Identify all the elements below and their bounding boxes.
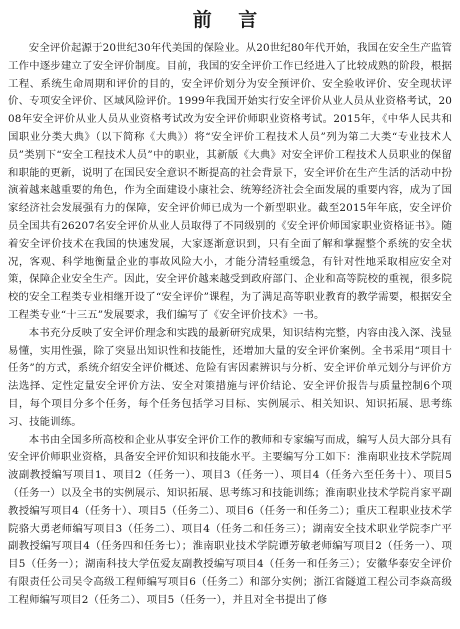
paragraph-content: 本书充分反映了安全评价理念和实践的最新研究成果，知识结构完整，内容由浅入深、浅显易懂，实用性强，除了突显出知识性和技能性，还增加大量的安全评价案例。全书采用“项目十任务”的方式，系统介绍安全评价概述、危险有害因素辨识与分析、安全评价单元划分与评价方法选择、定性定量安全评价方法、安全对策措施与评价结论、安全评价报告与质量控制6个项目，每个项目分多个任务，每个任务包括学习目标、实例展示、相关知识、知识拓展、思考练习、技能训练。 — [8, 326, 452, 428]
paragraph-intro: 安全评价起源于20世纪30年代美国的保险业。从20世纪80年代开始，我国在安全生产监管工作中逐步建立了安全评价制度。目前，我国的安全评价工作已经进入了比较成熟的阶段，根据工程、系统生命周期和评价的目的，安全评价划分为安全预评价、安全验收评价、安全现状评价、专项安全评价、区域风险评价。1999年我国开始实行安全评价从业人员从业资格考试，2008年安全评价从业人员从业资格考试改为安全评价师职业资格考试。2015年，《中华人民共和国职业分类大典》（以下简称《大典》）将“安全评价工程技术人员”列为第二大类“专业技术人员”类别下“安全工程技术人员”中的职业，其新版《大典》对安全评价工程技术人员职业的保留和职能的更新，说明了在国民安全意识不断提高的社会背景下，安全评价在生产生活的活动中扮演着越来越重要的角色，作为全面建设小康社会、统筹经济社会全面发展的重要内容，成为了国家经济社会发展强有力的保障，安全评价师已成为一个新型职业。截至2015年年底，安全评价员全国共有26207名安全评价从业人员取得了不同级别的《安全评价师国家职业资格证书》。随着安全评价技术在我国的快速发展，大家逐渐意识到，只有全面了解和掌握整个系统的安全状况，客观、科学地衡量企业的事故风险大小，才能分清轻重缓急，有针对性地采取相应安全对策，保障企业安全生产。因此，安全评价越来越受到政府部门、企业和高等院校的重视，很多院校的安全工程类专业相继开设了“安全评价”课程，为了满足高等职业教育的教学需要，根据安全工程类专业“十三五”发展要求，我们编写了《安全评价技术》一书。 — [8, 42, 452, 321]
document-title: 前 言 — [192, 9, 268, 31]
paragraph-authors: 本书由全国多所高校和企业从事安全评价工作的教师和专家编写而成，编写人员大部分具有安全评价师职业资格，具备安全评价知识和技能水平。主要编写分工如下：淮南职业技术学院周波副教授编写项目1、项目2（任务一）、项目3（任务一）、项目4（任务六至任务十）、项目5（任务一）以及全书的实例展示、知识拓展、思考练习和技能训练；淮南职业技术学院肖家平副教授编写项目4（任务十）、项目5（任务二）、项目6（任务一和任务二）；重庆工程职业技术学院骆大勇老师编写项目3（任务二）、项目4（任务二和任务三）；湖南安全技术职业学院李广平副教授编写项目4（任务四和任务七）；淮南职业技术学院谭芳敏老师编写项目2（任务一）、项目5（任务一）；湖南科技大学伍爱友副教授编写项目4（任务一和任务三）；安徽华泰安全评价有限责任公司吴令高级工程师编写项目6（任务二）和部分实例；浙江省隧道工程公司李焱高级工程师编写项目2（任务二）、项目5（任务一），并且对全书提出了修 — [8, 433, 452, 606]
